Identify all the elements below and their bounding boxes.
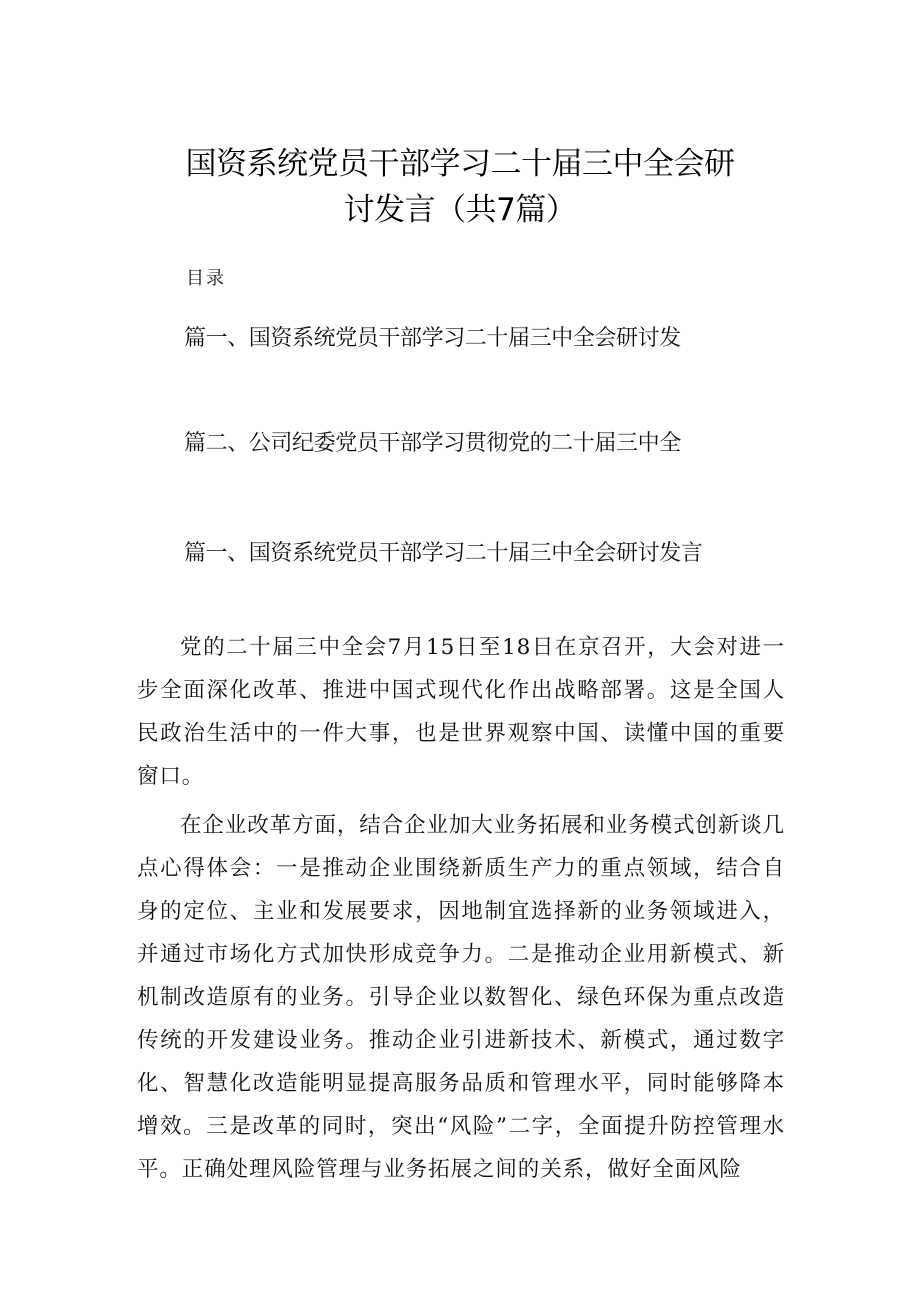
body-paragraph: 在企业改革方面，结合企业加大业务拓展和业务模式创新谈几点心得体会：一是推动企业围绕新质生产力的重点领域，结合自身的定位、主业和发展要求，因地制宜选择新的业务领域进入，并通过市场化方式加快形成竞争力。二是推动企业用新模式、新机制改造原有的业务。引导企业以数智化、绿色环保为重点改造传统的开发建设业务。推动企业引进新技术、新模式，通过数字化、智慧化改造能明显提高服务品质和管理水平，同时能够降本增效。三是改革的同时，突出“风险”二字，全面提升防控管理水平。正确处理风险管理与业务拓展之间的关系，做好全面风险 <box>137 813 785 1182</box>
toc-item[interactable]: 篇一、国资系统党员干部学习二十届三中全会研讨发 <box>184 326 681 351</box>
document-title-line-2: 讨发言（共7篇） <box>343 192 577 228</box>
section-heading: 篇一、国资系统党员干部学习二十届三中全会研讨发言 <box>184 541 703 566</box>
document-title-line-1: 国资系统党员干部学习二十届三中全会研 <box>185 146 735 182</box>
toc-label: 目录 <box>186 268 226 289</box>
toc-item[interactable]: 篇二、公司纪委党员干部学习贯彻党的二十届三中全 <box>184 431 681 456</box>
body-paragraph: 党的二十届三中全会7月15日至18日在京召开，大会对进一步全面深化改革、推进中国式现代化作出战略部署。这是全国人民政治生活中的一件大事，也是世界观察中国、读懂中国的重要窗口。 <box>137 635 785 789</box>
